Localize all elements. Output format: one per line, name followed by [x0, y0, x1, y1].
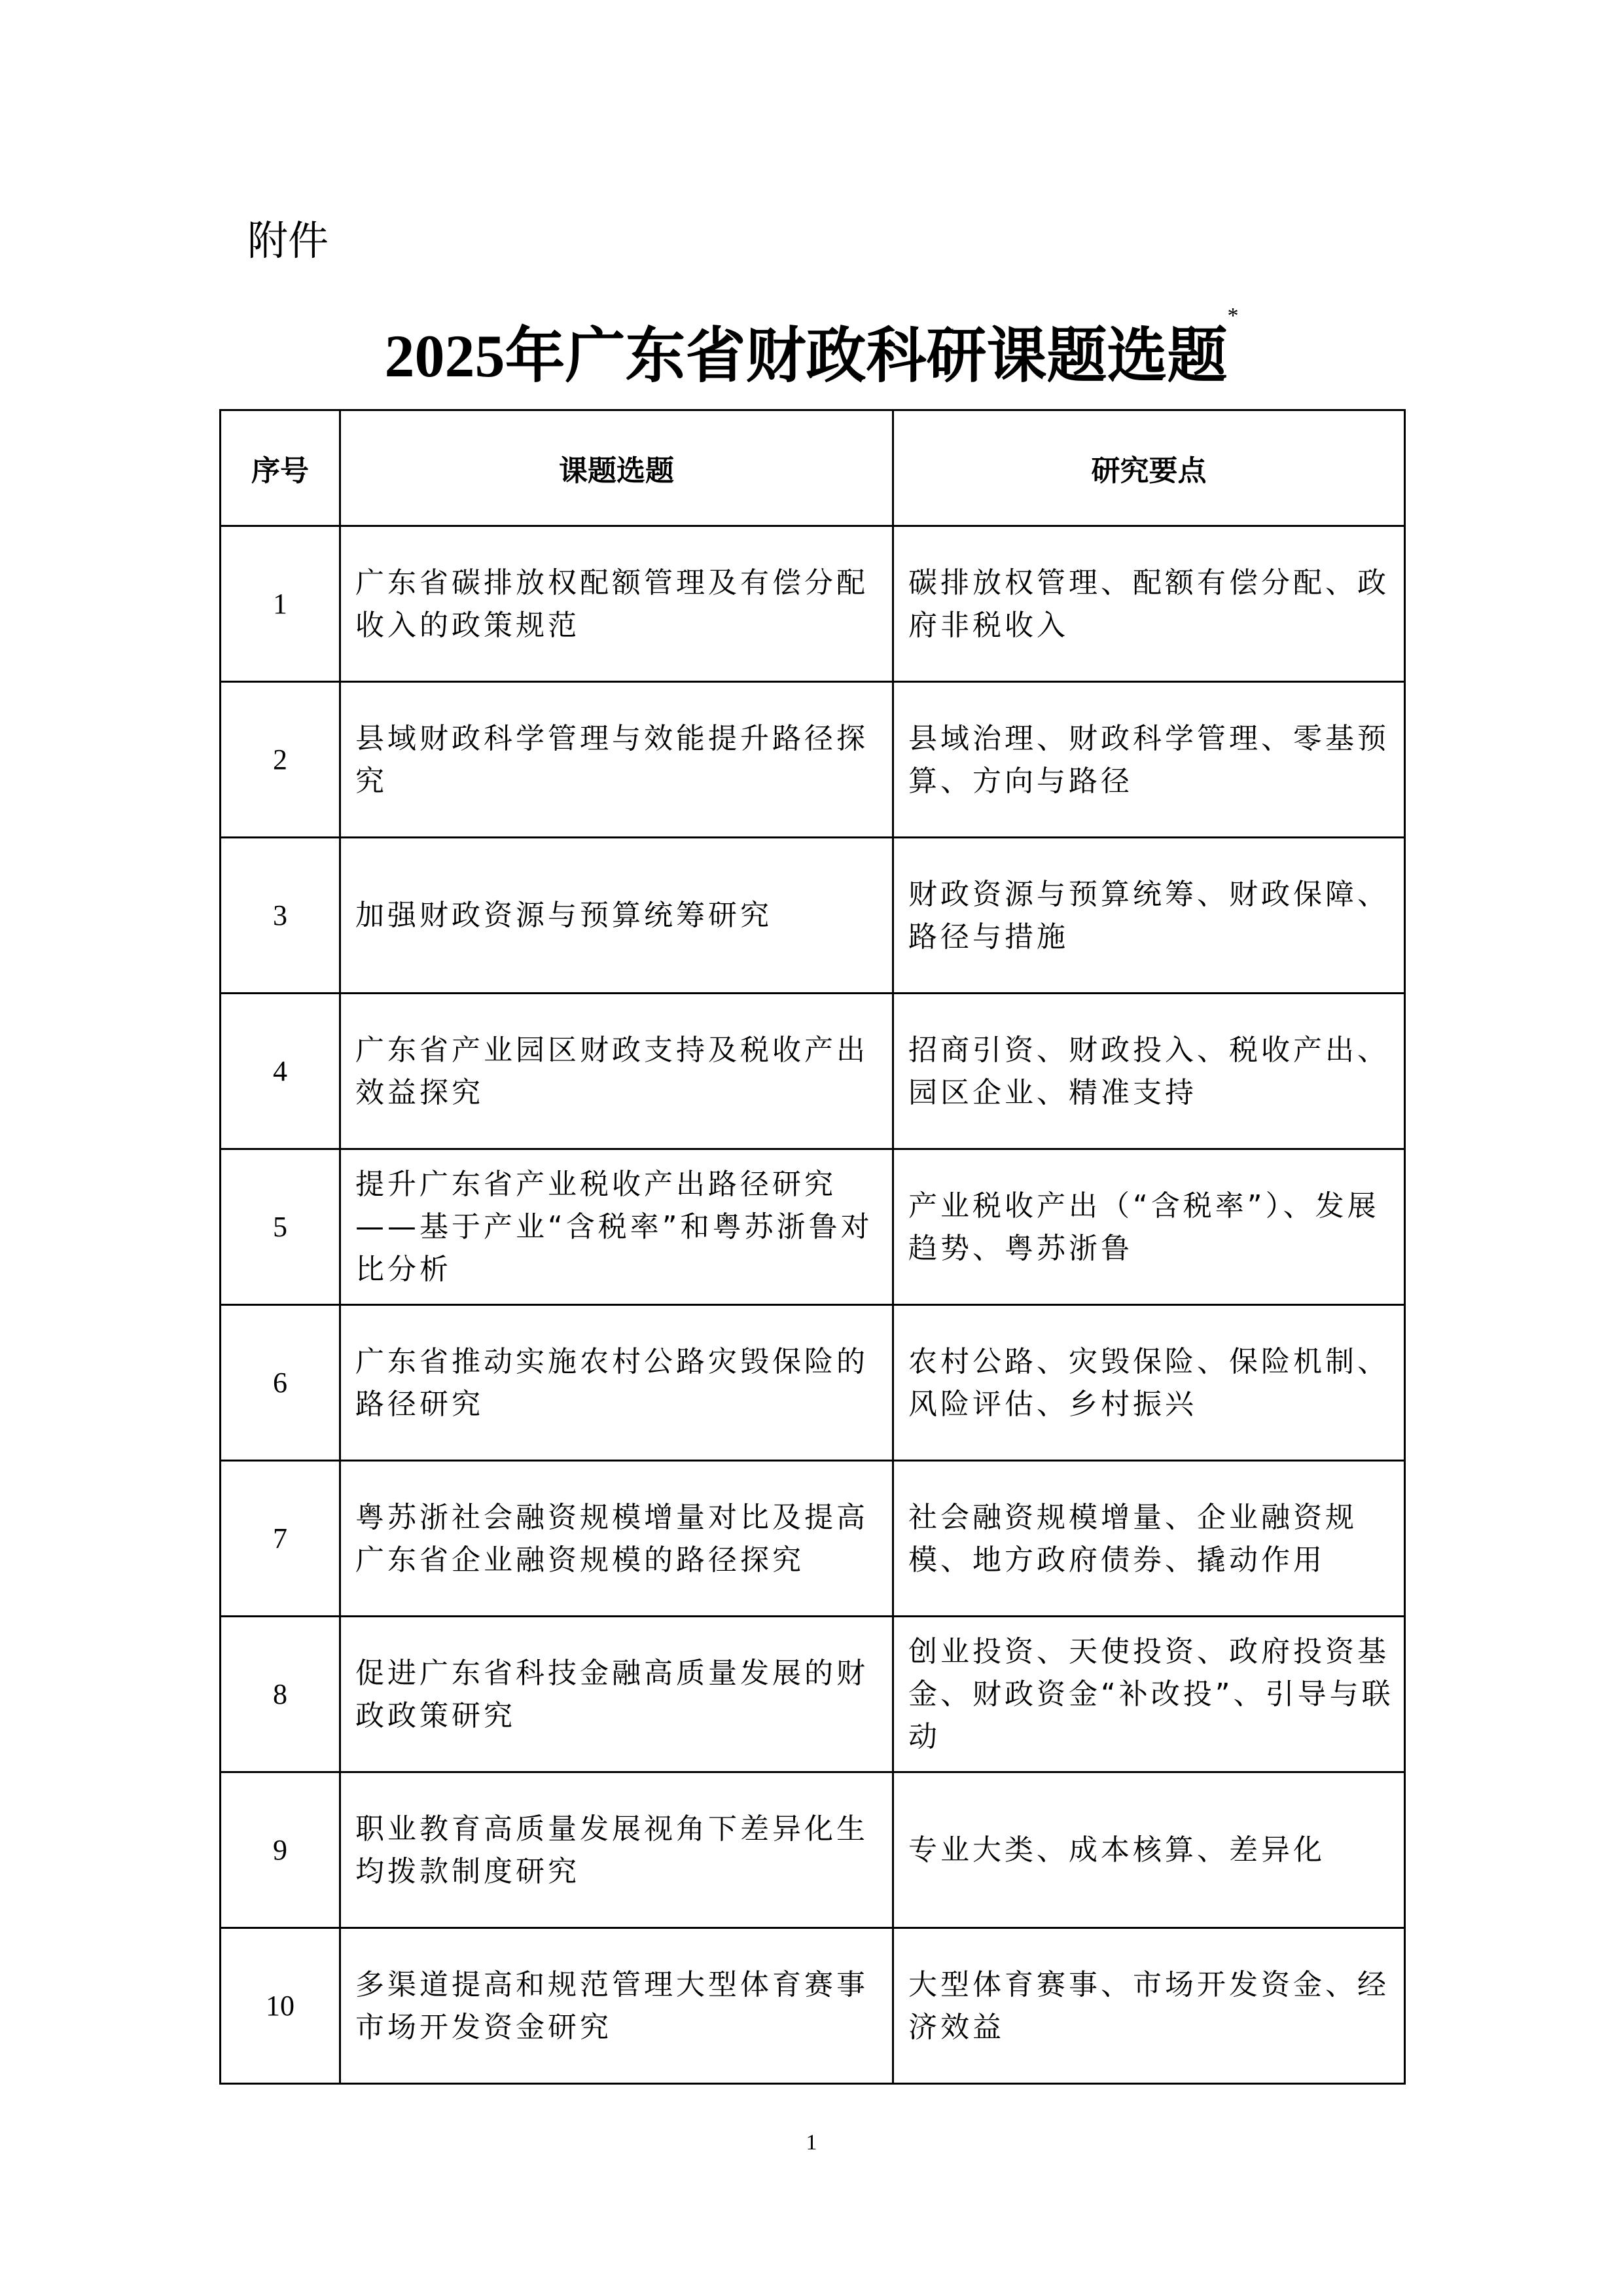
- row-topic: 提升广东省产业税收产出路径研究——基于产业“含税率”和粤苏浙鲁对比分析: [340, 1149, 893, 1305]
- row-number: 3: [221, 838, 340, 994]
- row-topic: 县域财政科学管理与效能提升路径探究: [340, 682, 893, 838]
- row-key-points: 创业投资、天使投资、政府投资基金、财政资金“补改投”、引导与联动: [893, 1617, 1405, 1772]
- row-key-points: 招商引资、财政投入、税收产出、园区企业、精准支持: [893, 994, 1405, 1149]
- table-header-row: [221, 410, 1405, 526]
- row-key-points: 专业大类、成本核算、差异化: [893, 1772, 1405, 1928]
- table-row: [221, 682, 1405, 838]
- table-row: [221, 994, 1405, 1149]
- row-topic: 职业教育高质量发展视角下差异化生均拨款制度研究: [340, 1772, 893, 1928]
- row-topic: 加强财政资源与预算统筹研究: [340, 838, 893, 994]
- row-key-points: 大型体育赛事、市场开发资金、经济效益: [893, 1928, 1405, 2084]
- title-footnote-mark: *: [1227, 304, 1239, 328]
- row-number: 4: [221, 994, 340, 1149]
- row-topic: 粤苏浙社会融资规模增量对比及提高广东省企业融资规模的路径探究: [340, 1461, 893, 1617]
- row-number: 1: [221, 526, 340, 682]
- row-key-points: 财政资源与预算统筹、财政保障、路径与措施: [893, 838, 1405, 994]
- row-key-points: 县域治理、财政科学管理、零基预算、方向与路径: [893, 682, 1405, 838]
- table-row: [221, 1772, 1405, 1928]
- header-number: 序号: [221, 410, 340, 526]
- row-topic: 广东省产业园区财政支持及税收产出效益探究: [340, 994, 893, 1149]
- row-key-points: 碳排放权管理、配额有偿分配、政府非税收入: [893, 526, 1405, 682]
- row-number: 6: [221, 1305, 340, 1461]
- row-topic: 多渠道提高和规范管理大型体育赛事市场开发资金研究: [340, 1928, 893, 2084]
- topics-table: [219, 409, 1406, 2085]
- page-title: [0, 304, 1623, 394]
- header-topic: 课题选题: [340, 410, 893, 526]
- table-row: [221, 526, 1405, 682]
- page-number: 1: [806, 2130, 817, 2155]
- table-row: [221, 1305, 1405, 1461]
- table-row: [221, 1928, 1405, 2084]
- row-key-points: 农村公路、灾毁保险、保险机制、风险评估、乡村振兴: [893, 1305, 1405, 1461]
- row-number: 8: [221, 1617, 340, 1772]
- header-key-points: 研究要点: [893, 410, 1405, 526]
- row-topic: 促进广东省科技金融高质量发展的财政政策研究: [340, 1617, 893, 1772]
- row-number: 7: [221, 1461, 340, 1617]
- row-number: 10: [221, 1928, 340, 2084]
- attachment-label: 附件: [247, 217, 329, 264]
- row-key-points: 产业税收产出（“含税率”）、发展趋势、粤苏浙鲁: [893, 1149, 1405, 1305]
- row-number: 2: [221, 682, 340, 838]
- table-row: [221, 1149, 1405, 1305]
- row-number: 5: [221, 1149, 340, 1305]
- title-text: 2025年广东省财政科研课题选题: [384, 323, 1228, 389]
- table-row: [221, 1617, 1405, 1772]
- table-row: [221, 838, 1405, 994]
- row-topic: 广东省推动实施农村公路灾毁保险的路径研究: [340, 1305, 893, 1461]
- row-topic: 广东省碳排放权配额管理及有偿分配收入的政策规范: [340, 526, 893, 682]
- table-row: [221, 1461, 1405, 1617]
- row-key-points: 社会融资规模增量、企业融资规模、地方政府债券、撬动作用: [893, 1461, 1405, 1617]
- row-number: 9: [221, 1772, 340, 1928]
